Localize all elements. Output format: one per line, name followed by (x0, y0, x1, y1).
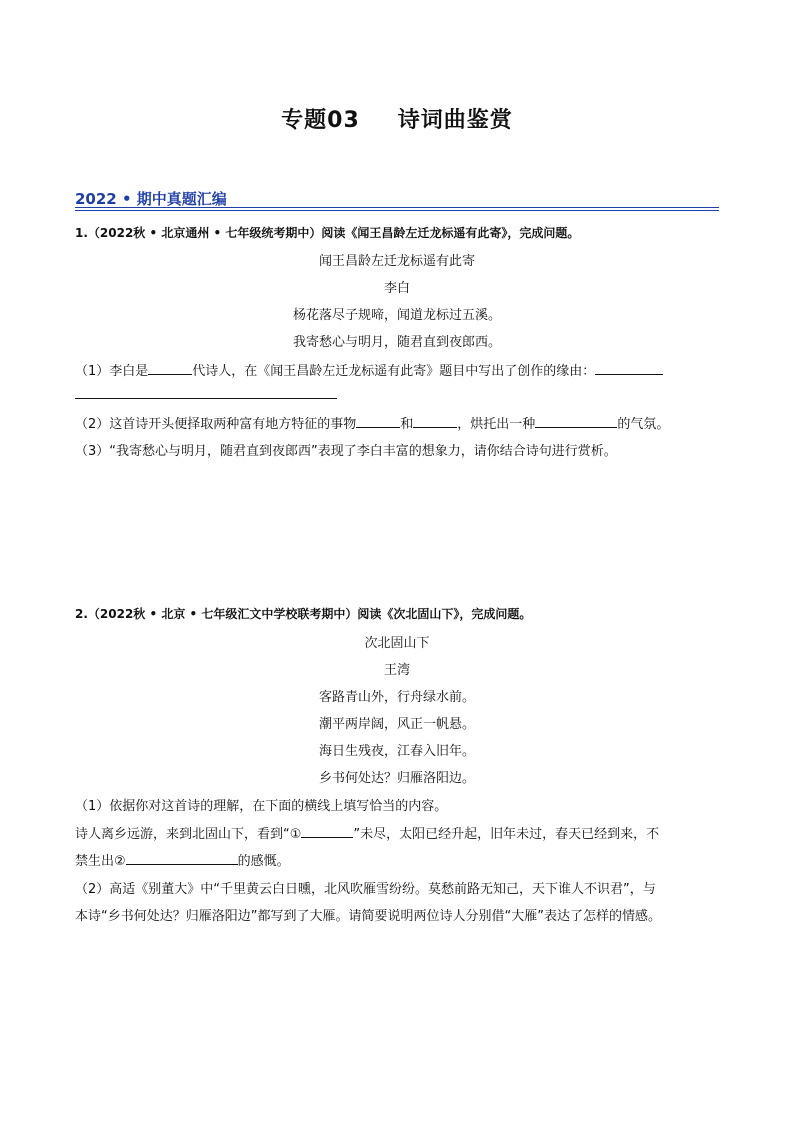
poem-1-author: 李白 (383, 281, 410, 296)
question-2-sub-1-line-2: 禁生出② 的感慨。 (75, 854, 290, 869)
question-2-sub-2-line-2: 本诗“乡书何处达？归雁洛阳边”都写到了大雁。请简要说明两位诗人分别借“大雁”表达了怎样的情感。 (75, 909, 661, 924)
answer-blank[interactable] (75, 386, 337, 399)
section-heading: 2022 • 期中真题汇编 (75, 188, 227, 211)
question-2-sub-1-line-1: 诗人离乡远游，来到北固山下，看到“① ”未尽，太阳已经升起，旧年未过，春天已经到来，不 (75, 827, 660, 842)
question-2-sub-1: （1）依据你对这首诗的理解，在下面的横线上填写恰当的内容。 (75, 799, 448, 814)
answer-blank[interactable] (148, 362, 192, 375)
answer-blank[interactable] (595, 362, 663, 375)
section-rule (75, 207, 719, 208)
question-2-sub-2-line-1: （2）高适《别董大》中“千里黄云白日曛，北风吹雁雪纷纷。莫愁前路无知己，天下谁人不识君”，与 (75, 882, 656, 897)
answer-blank[interactable] (126, 852, 238, 865)
answer-blank[interactable] (356, 415, 400, 428)
answer-blank[interactable] (413, 415, 457, 428)
poem-2-line: 客路青山外，行舟绿水前。 (318, 690, 475, 705)
poem-1-line: 我寄愁心与明月，随君直到夜郎西。 (292, 335, 501, 350)
question-1-sub-2: （2）这首诗开头便择取两种富有地方特征的事物 和 ，烘托出一种 的气氛。 (75, 417, 670, 432)
poem-2-line: 乡书何处达？归雁洛阳边。 (318, 771, 475, 786)
poem-1-line: 杨花落尽子规啼，闻道龙标过五溪。 (292, 308, 501, 323)
poem-1-title: 闻王昌龄左迁龙标遥有此寄 (318, 254, 475, 269)
page-title: 专题03 诗词曲鉴赏 (281, 108, 513, 133)
question-2-heading: 2.（2022秋 • 北京 • 七年级汇文中学校联考期中）阅读《次北固山下》，完成问题。 (75, 607, 532, 621)
answer-blank[interactable] (301, 825, 353, 838)
section-rule-thin (75, 210, 719, 211)
poem-2-title: 次北固山下 (364, 636, 430, 651)
answer-blank[interactable] (535, 415, 617, 428)
poem-2-line: 海日生残夜，江春入旧年。 (318, 744, 475, 759)
poem-2-author: 王湾 (383, 663, 410, 678)
question-1-heading: 1.（2022秋 • 北京通州 • 七年级统考期中）阅读《闻王昌龄左迁龙标遥有此寄》，完成问题。 (75, 226, 580, 240)
poem-2-line: 潮平两岸阔，风正一帆悬。 (318, 717, 475, 732)
question-1-sub-1: （1）李白是 代诗人，在《闻王昌龄左迁龙标遥有此寄》题目中写出了创作的缘由： (75, 360, 663, 379)
question-1-sub-1-cont (75, 386, 337, 403)
question-1-sub-3: （3）“我寄愁心与明月，随君直到夜郎西”表现了李白丰富的想象力，请你结合诗句进行赏析。 (75, 444, 617, 459)
